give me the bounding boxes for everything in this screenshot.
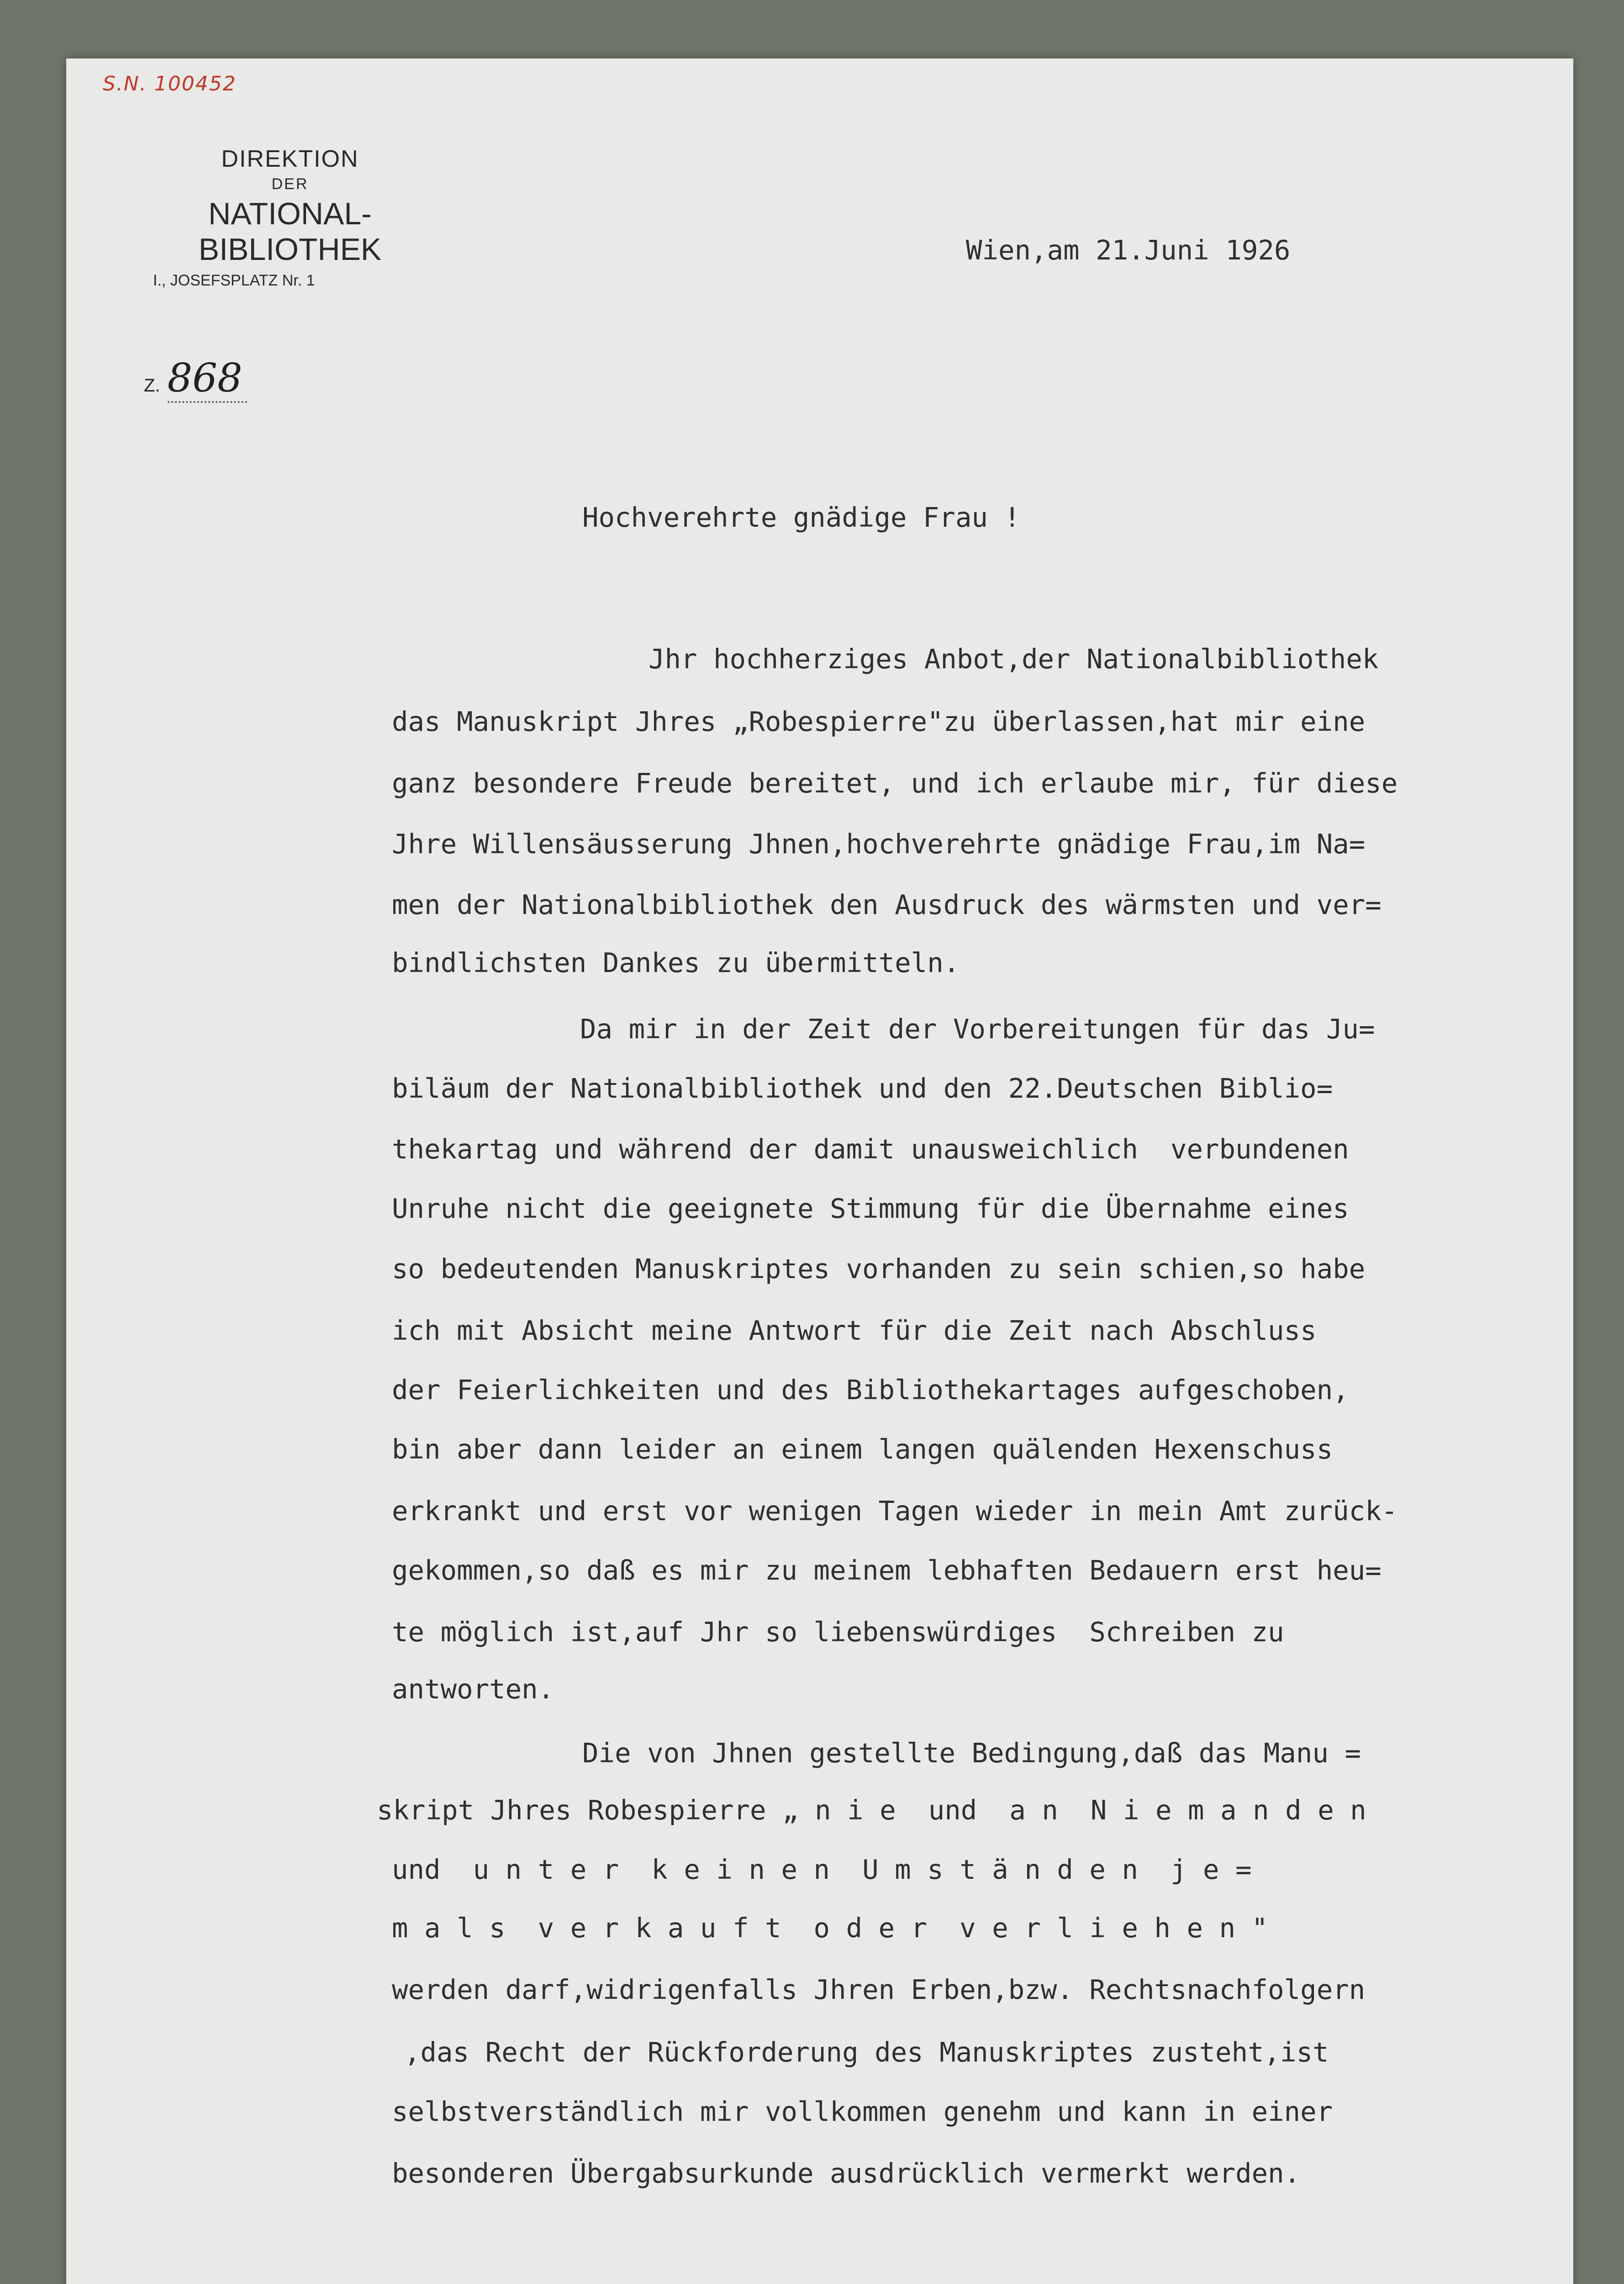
body-line: selbstverständlich mir vollkommen genehm und kann in einer [392,2096,1333,2127]
letterhead-line-3: NATIONAL-BIBLIOTHEK [198,196,382,267]
body-line: das Manuskript Jhres „Robespierre"zu überlassen,hat mir eine [392,706,1366,737]
body-line: ,das Recht der Rückforderung des Manuskriptes zusteht,ist [404,2036,1329,2068]
body-line: Da mir in der Zeit der Vorbereitungen für das Ju= [580,1013,1375,1045]
letter-page [66,58,1573,2284]
salutation: Hochverehrte gnädige Frau ! [582,502,1021,533]
body-line: so bedeutenden Manuskriptes vorhanden zu sein schien,so habe [392,1253,1366,1285]
body-line: bindlichsten Dankes zu übermitteln. [392,947,960,978]
letterhead-line-2: DER [271,175,309,193]
body-line: Die von Jhnen gestellte Bedingung,daß das Manu = [582,1737,1361,1769]
body-line: besonderen Übergabsurkunde ausdrücklich vermerkt werden. [392,2157,1301,2189]
body-line: te möglich ist,auf Jhr so liebenswürdiges Schreiben zu [392,1616,1284,1648]
body-line: werden darf,widrigenfalls Jhren Erben,bzw. Rechtsnachfolgern [392,1974,1366,2005]
body-line: skript Jhres Robespierre „ n i e und a n N i e m a n d e n [377,1794,1366,1826]
body-line: biläum der Nationalbibliothek und den 22.Deutschen Biblio= [392,1073,1333,1104]
body-line: men der Nationalbibliothek den Ausdruck des wärmsten und ver= [392,889,1381,920]
letterhead [148,145,432,290]
reference-handwritten-number: 868 [168,355,247,403]
letterhead-line-1: DIREKTION [221,146,359,172]
letter-date: Wien,am 21.Juni 1926 [966,234,1291,266]
body-line: erkrankt und erst vor wenigen Tagen wieder in mein Amt zurück- [392,1495,1398,1527]
body-line: Unruhe nicht die geeignete Stimmung für die Übernahme eines [392,1193,1349,1224]
body-line: der Feierlichkeiten und des Bibliothekartages aufgeschoben, [392,1374,1349,1406]
reference-number [144,355,247,401]
body-line: gekommen,so daß es mir zu meinem lebhaften Bedauern erst heu= [392,1554,1381,1586]
body-line: thekartag und während der damit unausweichlich verbundenen [392,1133,1349,1165]
reference-prefix: Z. [144,375,160,396]
body-line: ich mit Absicht meine Antwort für die Zeit nach Abschluss [392,1315,1317,1346]
body-line: Jhre Willensäusserung Jhnen,hochverehrte gnädige Frau,im Na= [392,828,1366,860]
body-line: antworten. [392,1673,554,1705]
body-line: und u n t e r k e i n e n U m s t ä n d e n j e = [392,1854,1252,1885]
body-line: ganz besondere Freude bereitet, und ich erlaube mir, für diese [392,767,1398,799]
body-line: bin aber dann leider an einem langen quälenden Hexenschuss [392,1433,1333,1465]
body-line: m a l s v e r k a u f t o d e r v e r l i e h e n " [392,1912,1268,1944]
archive-number-stamp: S.N. 100452 [103,72,237,95]
letterhead-address: I., JOSEFSPLATZ Nr. 1 [153,272,315,289]
body-line: Jhr hochherziges Anbot,der Nationalbibliothek [649,643,1379,675]
